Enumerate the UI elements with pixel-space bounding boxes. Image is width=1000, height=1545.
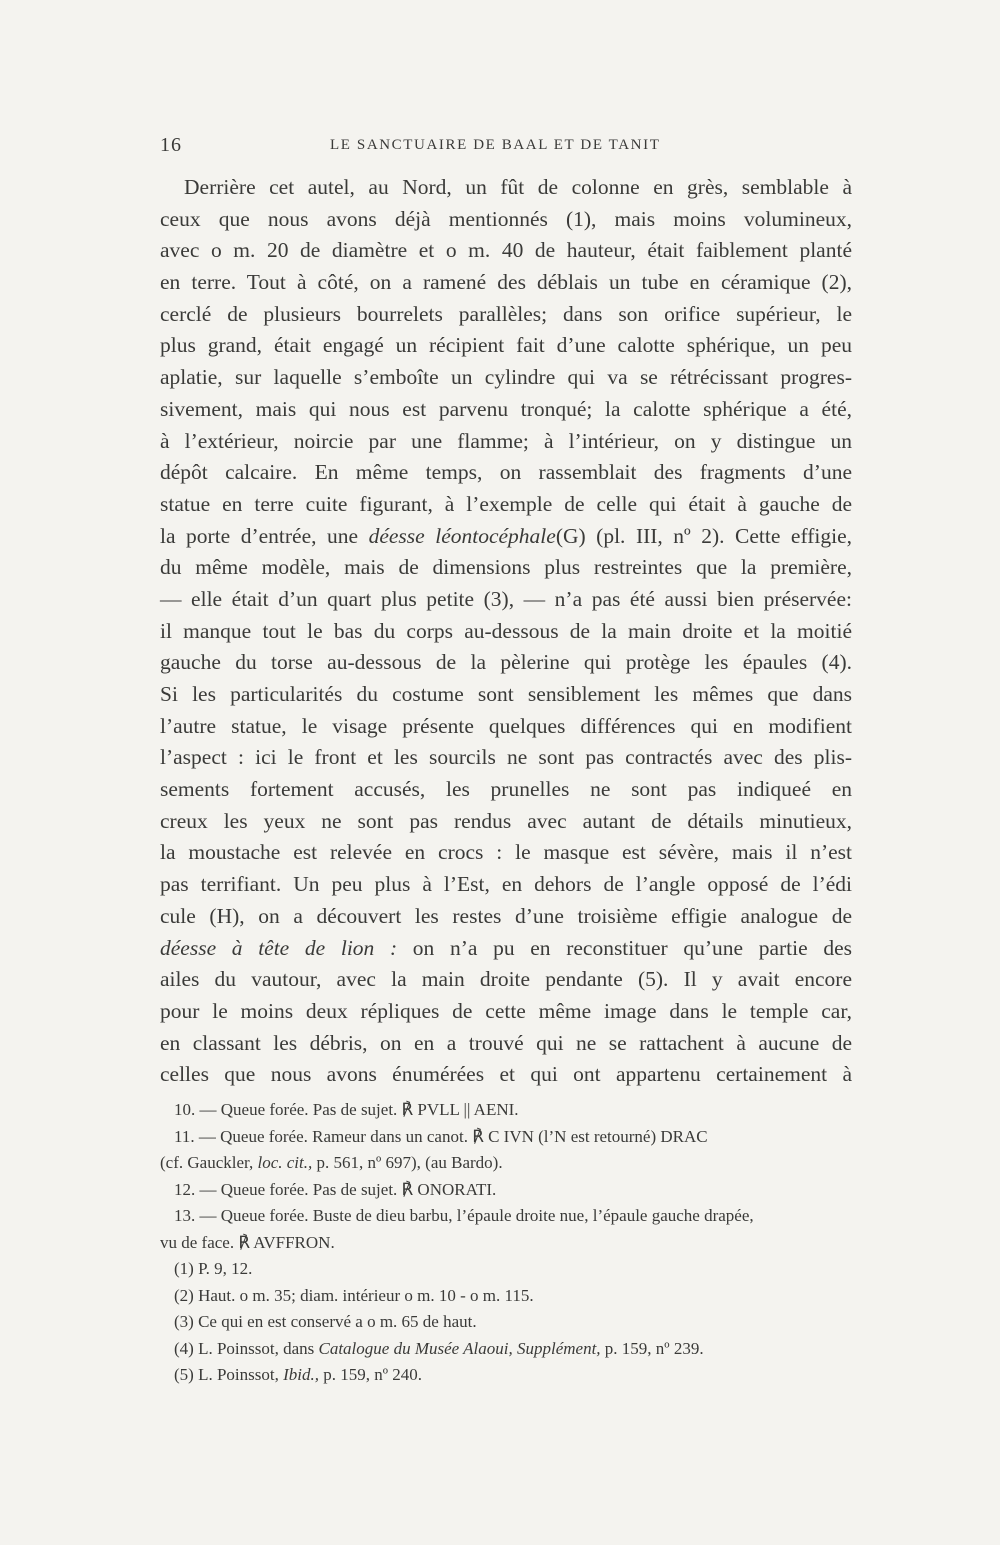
running-head bbox=[160, 134, 852, 158]
text-line: à l’extérieur, noircie par une flamme; à l’intérieur, on y distingue un bbox=[160, 428, 852, 453]
text-fragment: on n’a pu en reconstituer qu’une partie des bbox=[397, 935, 852, 960]
text-line: avec o m. 20 de diamètre et o m. 40 de hauteur, était faiblement planté bbox=[160, 238, 852, 263]
text-line: dépôt calcaire. En même temps, on rassemblait des fragments d’une bbox=[160, 460, 852, 485]
text-line: Derrière cet autel, au Nord, un fût de colonne en grès, semblable à bbox=[184, 175, 852, 199]
footnote-continuation bbox=[160, 1150, 852, 1177]
text-line: sements fortement accusés, les prunelles ne sont pas indiqueé en bbox=[160, 777, 852, 802]
text-line: en classant les débris, on en a trouvé qui ne se rattachent à aucune de bbox=[160, 1030, 852, 1055]
footnotes bbox=[160, 1097, 852, 1389]
reference-note: (2) Haut. o m. 35; diam. intérieur o m. 10 - o m. 115. bbox=[174, 1285, 534, 1305]
text-line: l’aspect : ici le front et les sourcils ne sont pas contractés avec des plis- bbox=[160, 745, 852, 770]
text-line: pour le moins deux répliques de cette même image dans le temple car, bbox=[160, 998, 852, 1023]
text-line: aplatie, sur laquelle s’emboîte un cylindre qui va se rétrécissant progres- bbox=[160, 365, 852, 390]
footnote: 13. — Queue forée. Buste de dieu barbu, l’épaule droite nue, l’épaule gauche drapée, bbox=[174, 1206, 754, 1225]
text-line bbox=[160, 521, 852, 553]
text-line: — elle était d’un quart plus petite (3), — n’a pas été aussi bien préservée: bbox=[160, 586, 852, 611]
footnote-continuation: vu de face. ℟ AVFFRON. bbox=[160, 1232, 335, 1252]
text-line: Si les particularités du costume sont sensiblement les mêmes que dans bbox=[160, 682, 852, 706]
footnote: 10. — Queue forée. Pas de sujet. ℟ PVLL || AENI. bbox=[174, 1100, 519, 1119]
text-fragment: (G) (pl. III, nº 2). Cette effigie, bbox=[555, 523, 853, 548]
text-line: pas terrifiant. Un peu plus à l’Est, en dehors de l’angle opposé de l’édi bbox=[160, 872, 852, 897]
text-line: cule (H), on a découvert les restes d’une troisième effigie analogue de bbox=[160, 903, 852, 928]
footnote: 12. — Queue forée. Pas de sujet. ℟ ONORATI. bbox=[174, 1179, 497, 1199]
text-fragment: la porte d’entrée, une bbox=[160, 523, 369, 548]
text-fragment: (5) L. Poinssot, bbox=[174, 1365, 284, 1384]
text-line: il manque tout le bas du corps au-dessous de la main droite et la moitié bbox=[160, 618, 852, 643]
text-line: gauche du torse au-dessous de la pèlerine qui protège les épaules (4). bbox=[160, 650, 852, 675]
italic-term: déesse léontocéphale bbox=[368, 523, 556, 548]
text-line: creux les yeux ne sont pas rendus avec autant de détails minutieux, bbox=[160, 808, 852, 833]
text-line: l’autre statue, le visage présente quelques différences qui en modifient bbox=[160, 713, 852, 738]
text-line: cerclé de plusieurs bourrelets parallèles; dans son orifice supérieur, le bbox=[160, 301, 852, 326]
page-number: 16 bbox=[160, 134, 182, 156]
italic-term: loc. cit., bbox=[257, 1153, 313, 1172]
text-line: sivement, mais qui nous est parvenu tronqué; la calotte sphérique a été, bbox=[160, 396, 852, 421]
text-line: ceux que nous avons déjà mentionnés (1), mais moins volumineux, bbox=[160, 206, 852, 231]
reference-note bbox=[160, 1336, 852, 1363]
text-line: statue en terre cuite figurant, à l’exemple de celle qui était à gauche de bbox=[160, 491, 852, 516]
text-line bbox=[160, 933, 852, 965]
text-fragment: p. 159, nº 239. bbox=[600, 1338, 704, 1358]
footnote: 11. — Queue forée. Rameur dans un canot. ℟ C IVN (l’N est retourné) DRAC bbox=[174, 1126, 708, 1146]
reference-note: (1) P. 9, 12. bbox=[174, 1259, 253, 1278]
text-line: du même modèle, mais de dimensions plus restreintes que la première, bbox=[160, 555, 852, 580]
italic-term: Ibid., bbox=[283, 1365, 319, 1384]
main-text bbox=[160, 172, 852, 1091]
text-fragment: (4) L. Poinssot, dans bbox=[174, 1338, 319, 1358]
running-title: LE SANCTUAIRE DE BAAL ET DE TANIT bbox=[330, 137, 661, 153]
text-line: ailes du vautour, avec la main droite pendante (5). Il y avait encore bbox=[160, 967, 852, 992]
reference-note: (3) Ce qui en est conservé a o m. 65 de haut. bbox=[174, 1312, 477, 1331]
text-fragment: (cf. Gauckler, bbox=[160, 1153, 258, 1172]
text-line: la moustache est relevée en crocs : le masque est sévère, mais il n’est bbox=[160, 840, 852, 865]
italic-term: déesse à tête de lion : bbox=[160, 935, 398, 960]
text-fragment: p. 561, nº 697), (au Bardo). bbox=[312, 1153, 503, 1172]
reference-note bbox=[160, 1362, 852, 1389]
italic-term: Catalogue du Musée Alaoui, Supplément, bbox=[318, 1338, 601, 1358]
text-line: plus grand, était engagé un récipient fait d’une calotte sphérique, un peu bbox=[160, 333, 852, 358]
text-line: en terre. Tout à côté, on a ramené des déblais un tube en céramique (2), bbox=[160, 270, 852, 295]
text-line: celles que nous avons énumérées et qui ont appartenu certainement à bbox=[160, 1062, 852, 1087]
text-fragment: p. 159, nº 240. bbox=[318, 1365, 423, 1384]
